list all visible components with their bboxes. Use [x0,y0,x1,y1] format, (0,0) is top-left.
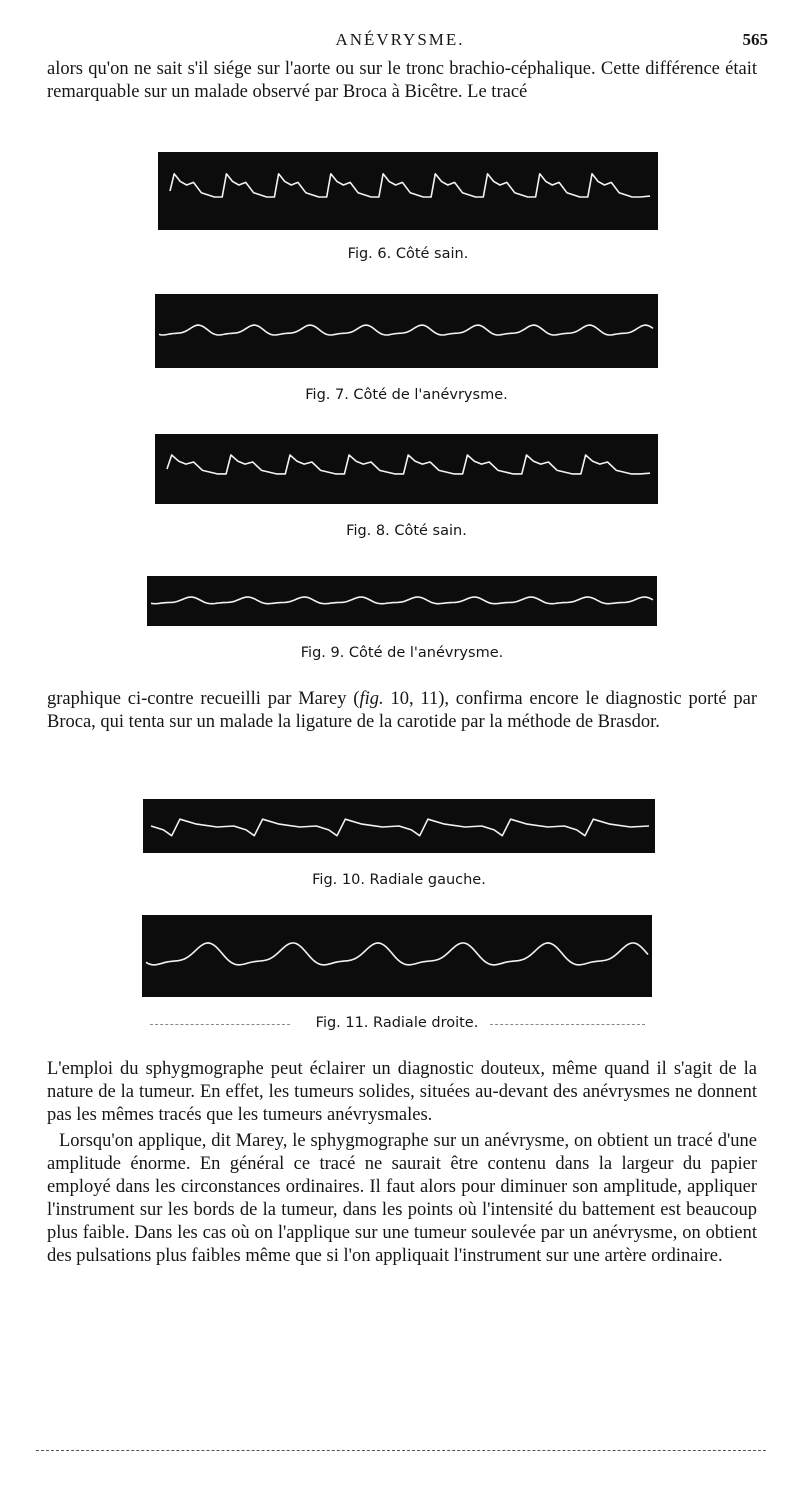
middle-paragraph-text-a: graphique ci-contre recueilli par Marey ( [47,689,360,709]
middle-paragraph [47,688,757,734]
middle-paragraph-text-b: 10, 11), confirma encore le diagnostic porté par Broca, qui tenta sur un malade la ligature de la carotide par la méthode de Brasdor. [47,689,757,732]
intro-paragraph: alors qu'on ne sait s'il siége sur l'aorte ou sur le tronc brachio-céphalique. Cette différence était remarquable sur un malade observé par Broca à Bicêtre. Le tracé [47,59,757,102]
figure-7-trace-line [155,294,658,368]
running-header-title: ANÉVRYSME. [335,30,465,49]
figure-reference: fig. [359,689,384,709]
caption-leader-right [490,1024,645,1025]
figure-8-caption: Fig. 8. Côté sain. [346,523,467,539]
closing-paragraph-2: Lorsqu'on applique, dit Marey, le sphygmographe sur un anévrysme, on obtient un tracé d'une amplitude énorme. En général ce tracé ne saurait être contenu dans la largeur du papier employé dans les circonstances ordinaires. Il faut alors pour diminuer son amplitude, appliquer l'instrument sur les bords de la tumeur, dans les points où l'intensité du battement est beaucoup plus faible. Dans les cas où on l'applique sur une tumeur soulevée par un anévrysme, on obtient des pulsations plus faibles même que si l'on appliquait l'instrument sur une artère ordinaire. [47,1131,757,1266]
figure-9-trace [147,576,657,626]
figure-7-caption: Fig. 7. Côté de l'anévrysme. [305,387,508,403]
figure-11-caption: Fig. 11. Radiale droite. [315,1015,479,1031]
figure-6-trace-line [158,152,658,230]
figure-9-caption: Fig. 9. Côté de l'anévrysme. [300,645,504,661]
figure-7-trace [155,294,658,368]
figure-11-trace [142,915,652,997]
closing-paragraph-1: L'emploi du sphygmographe peut éclairer un diagnostic douteux, même quand il s'agit de la nature de la tumeur. En effet, les tumeurs solides, situées au-devant des anévrysmes ne donnent pas les mêmes tracés que les tumeurs anévrysmales. [47,1059,757,1125]
footer-rule [36,1450,766,1451]
figure-8-trace-line [155,434,658,504]
figure-10-trace [143,799,655,853]
page-number: 565 [742,30,768,49]
figure-10-caption: Fig. 10. Radiale gauche. [312,872,486,888]
figure-8-trace [155,434,658,504]
figure-6-caption: Fig. 6. Côté sain. [347,246,469,262]
figure-10-trace-line [143,799,655,853]
figure-11-trace-line [142,915,652,997]
figure-9-trace-line [147,576,657,626]
figure-6-trace [158,152,658,230]
